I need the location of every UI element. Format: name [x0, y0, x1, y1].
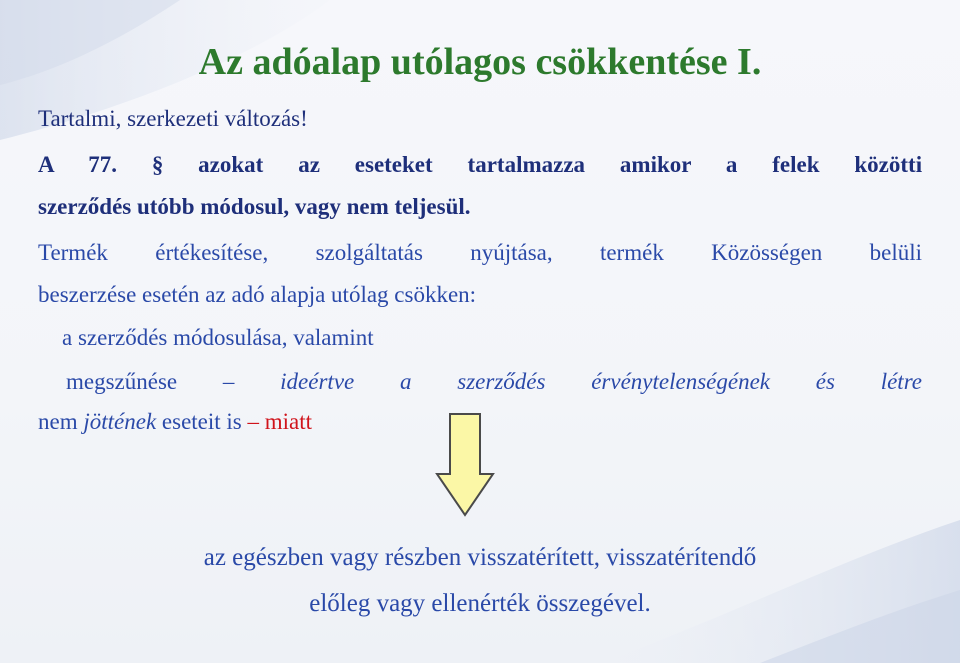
paragraph-1-line-2: szerződés utóbb módosul, vagy nem teljesül.: [38, 194, 471, 219]
item-2-line-1: [66, 369, 922, 395]
word: a: [725, 152, 738, 177]
italic-word: létre: [880, 369, 922, 394]
result-line-1: az egészben vagy részben visszatérített, visszatérítendő: [203, 544, 757, 571]
red-emphasis: miatt: [264, 409, 313, 434]
word: eseteket: [354, 152, 433, 177]
text-italic: jöttének: [83, 409, 157, 434]
word: amikor: [619, 152, 692, 177]
item-1: a szerződés módosulása, valamint: [62, 325, 374, 350]
subtitle: Tartalmi, szerkezeti változás!: [38, 106, 308, 131]
italic-word: és: [815, 369, 835, 394]
arrow-down-icon: [435, 412, 495, 518]
italic-word: a: [400, 369, 412, 394]
item-2-line-2: [38, 409, 312, 435]
item-2-word: megszűnése: [66, 369, 178, 394]
paragraph-1-line-1: [38, 152, 922, 178]
word: az: [298, 152, 320, 177]
word: közötti: [854, 152, 923, 177]
slide-title: Az adóalap utólagos csökkentése I.: [198, 41, 762, 83]
red-dash: –: [247, 409, 259, 434]
word: felek: [772, 152, 820, 177]
text-plain: nem: [38, 409, 78, 434]
italic-word: érvénytelenségének: [591, 369, 770, 394]
section-prefix: A 77.: [38, 152, 117, 177]
text-plain: eseteit is: [161, 409, 242, 434]
word: azokat: [198, 152, 264, 177]
italic-word: szerződés: [457, 369, 546, 394]
result-line-2: előleg vagy ellenérték összegével.: [309, 590, 651, 617]
paragraph-2-line-1: Termék értékesítése, szolgáltatás nyújtása, termék Közösségen belüli: [38, 240, 922, 265]
item-2-dash: –: [222, 369, 235, 394]
italic-word: ideértve: [280, 369, 355, 394]
word: tartalmazza: [467, 152, 586, 177]
paragraph-2-line-2: beszerzése esetén az adó alapja utólag csökken:: [38, 282, 477, 307]
section-sign: §: [151, 152, 164, 177]
